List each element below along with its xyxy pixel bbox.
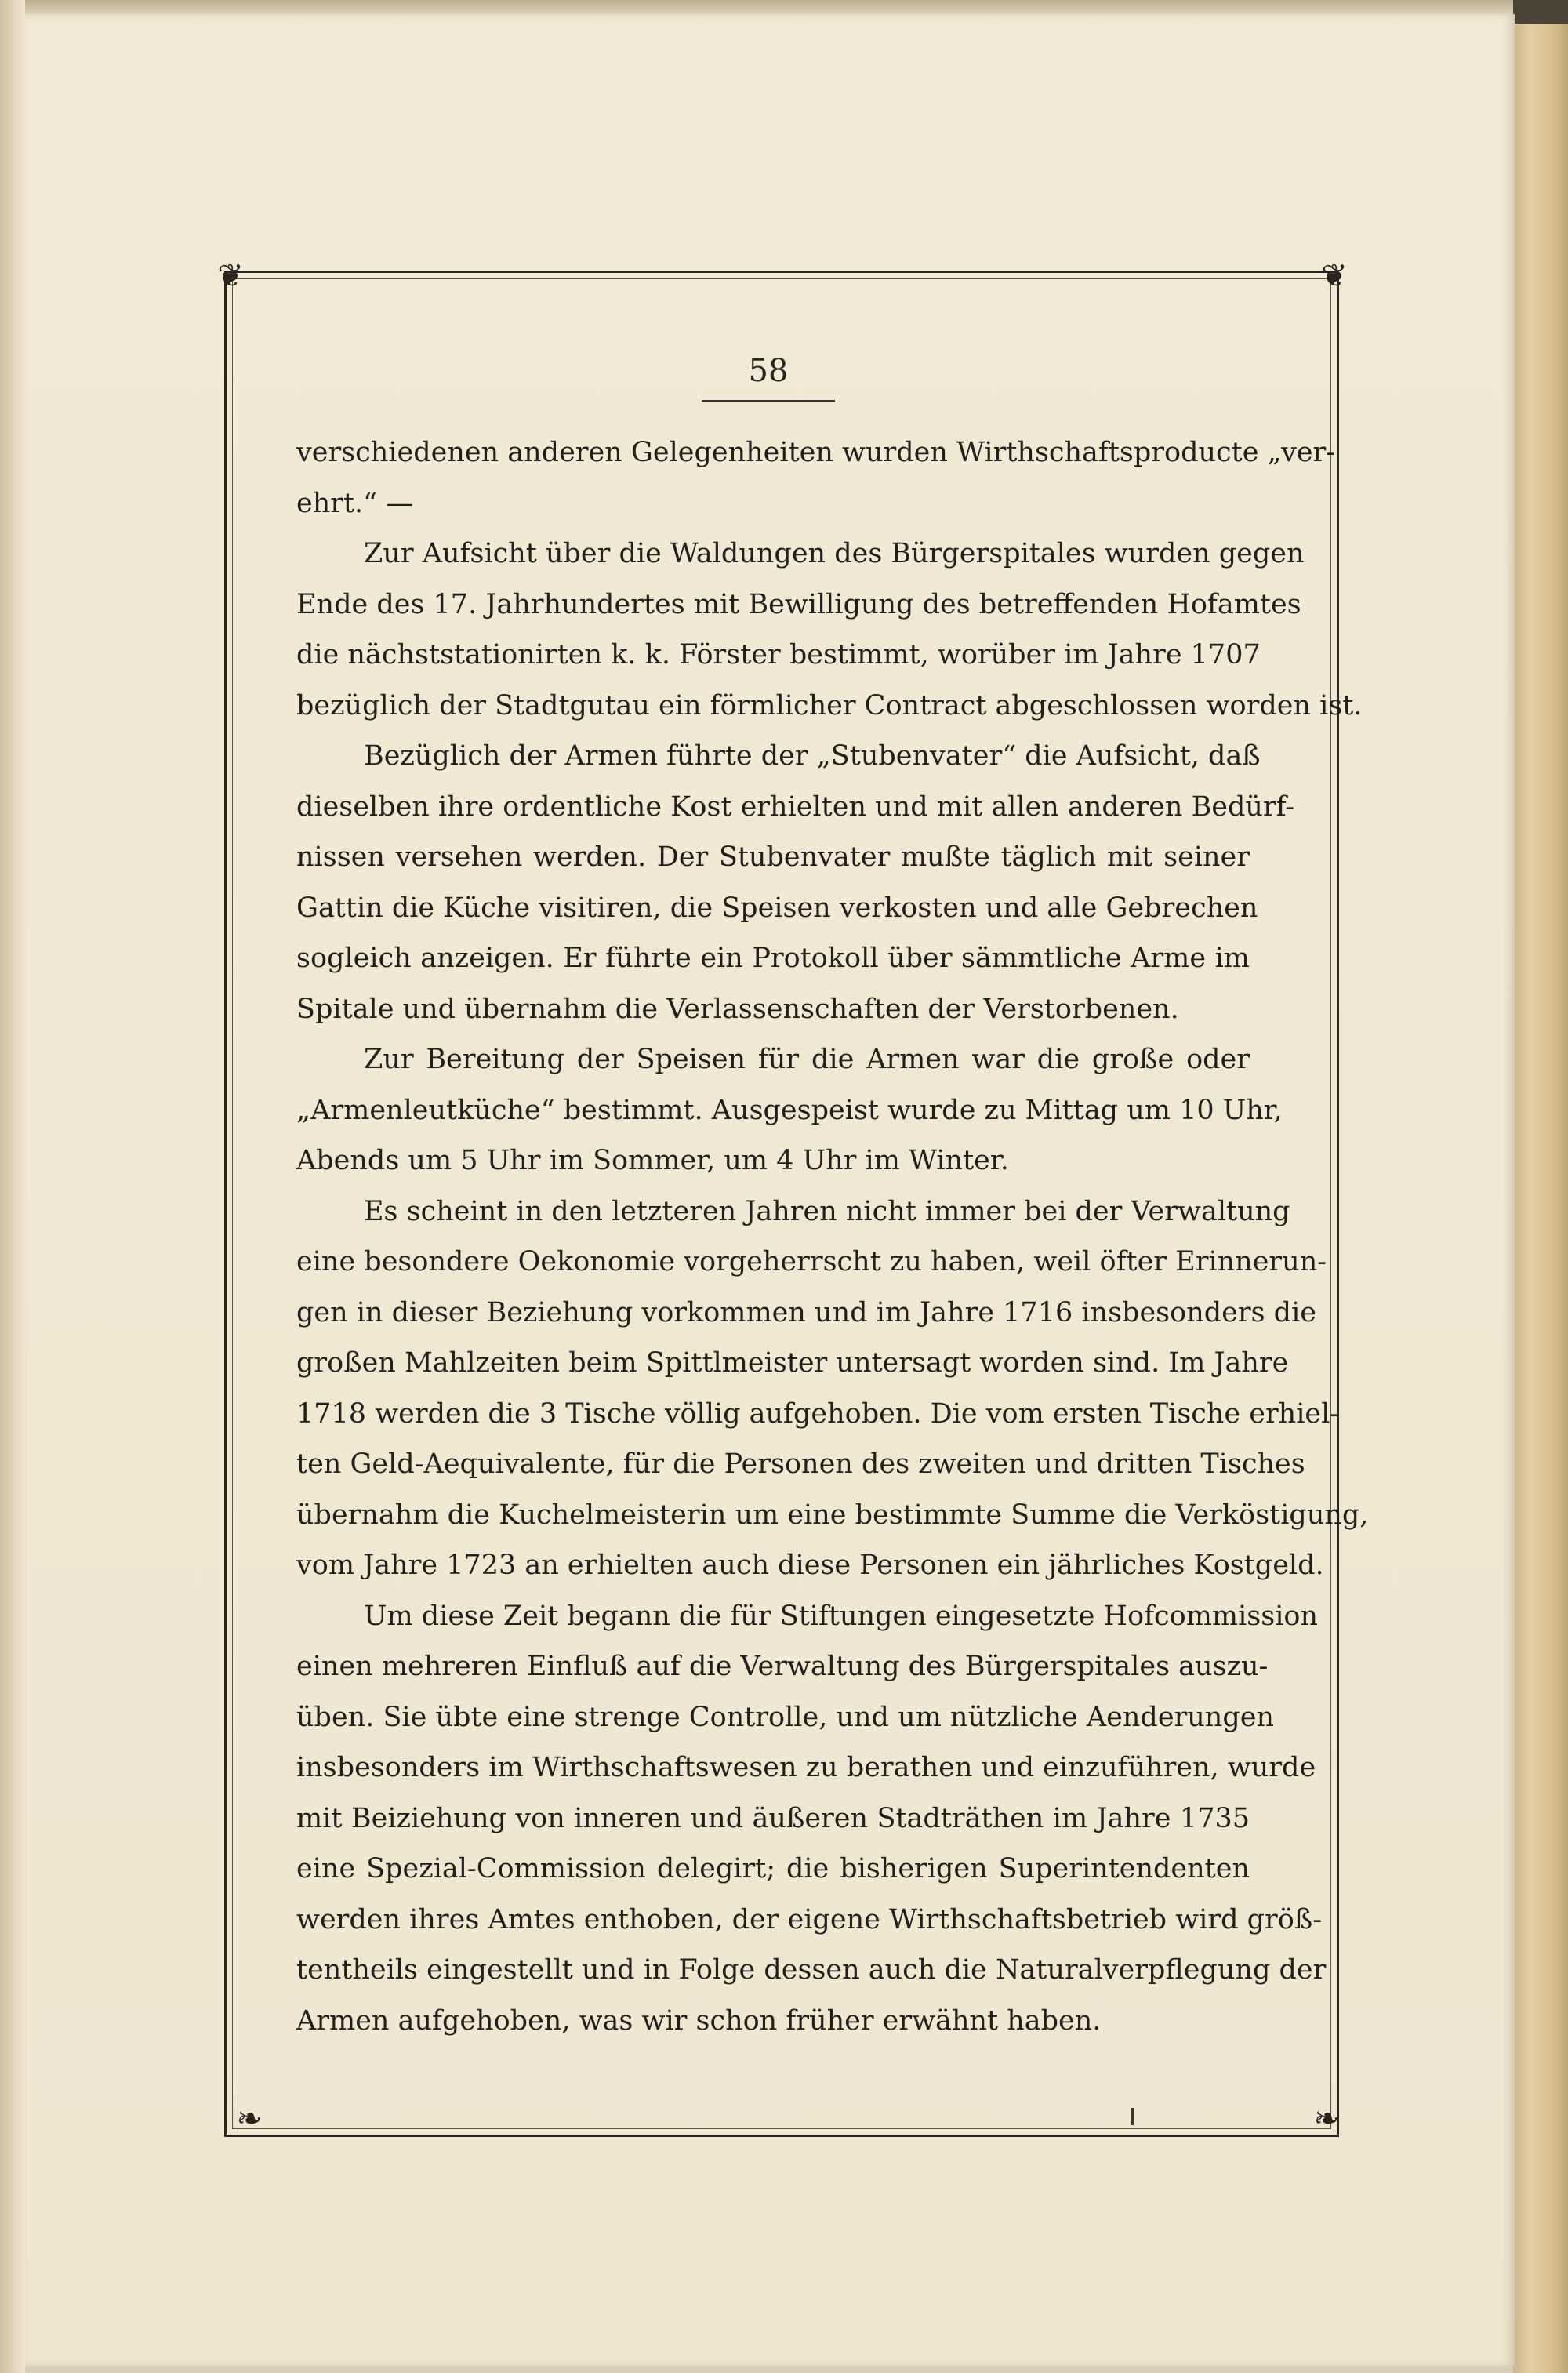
- book-cover-corner: [1513, 0, 1568, 24]
- text-line: üben. Sie übte eine strenge Controlle, und um nützliche Aenderungen: [296, 1701, 1275, 1733]
- page-number-rule: [702, 400, 835, 402]
- text-line: Gattin die Küche visitiren, die Speisen verkosten und alle Gebrechen: [296, 892, 1258, 924]
- corner-ornament-icon: ❦: [1321, 258, 1348, 294]
- text-line: einen mehreren Einfluß auf die Verwaltung des Bürgerspitales auszu-: [296, 1651, 1269, 1682]
- text-line: sogleich anzeigen. Er führte ein Protokoll über sämmtliche Arme im: [296, 943, 1250, 974]
- text-line: Abends um 5 Uhr im Sommer, um 4 Uhr im Winter.: [296, 1145, 1009, 1176]
- page-left-edge: [0, 0, 25, 2373]
- book-cover-edge: [1513, 0, 1568, 2373]
- page-number: 58: [748, 353, 789, 389]
- text-line: mit Beiziehung von inneren und äußeren Stadträthen im Jahre 1735: [296, 1802, 1250, 1834]
- text-line: übernahm die Kuchelmeisterin um eine bestimmte Summe die Verköstigung,: [296, 1499, 1369, 1531]
- text-line: Ende des 17. Jahrhundertes mit Bewilligung des betreffenden Hofamtes: [296, 588, 1301, 620]
- text-line: Spitale und übernahm die Verlassenschaften der Verstorbenen.: [296, 993, 1179, 1025]
- text-line: dieselben ihre ordentliche Kost erhielten und mit allen anderen Bedürf-: [296, 790, 1295, 823]
- text-line: vom Jahre 1723 an erhielten auch diese Personen ein jährliches Kostgeld.: [296, 1550, 1324, 1581]
- text-line: tentheils eingestellt und in Folge dessen auch die Naturalverpflegung der: [296, 1954, 1327, 1986]
- corner-ornament-icon: ❧: [1313, 2101, 1340, 2137]
- body-text: [296, 427, 1369, 2046]
- text-line: Es scheint in den letzteren Jahren nicht immer bei der Verwaltung: [364, 1195, 1290, 1227]
- text-line: Bezüglich der Armen führte der „Stubenvater“ die Aufsicht, daß: [364, 740, 1261, 772]
- text-line: eine besondere Oekonomie vorgeherrscht zu haben, weil öfter Erinnerun-: [296, 1246, 1327, 1277]
- text-line: großen Mahlzeiten beim Spittlmeister untersagt worden sind. Im Jahre: [296, 1347, 1289, 1379]
- text-line: die nächststationirten k. k. Förster bestimmt, worüber im Jahre 1707: [296, 639, 1261, 670]
- text-line: „Armenleutküche“ bestimmt. Ausgespeist wurde zu Mittag um 10 Uhr,: [296, 1094, 1283, 1126]
- text-line: Um diese Zeit begann die für Stiftungen eingesetzte Hofcommission: [364, 1600, 1319, 1632]
- text-line: werden ihres Amtes enthoben, der eigene Wirthschaftsbetrieb wird größ-: [296, 1903, 1323, 1935]
- corner-ornament-icon: ❧: [236, 2101, 263, 2137]
- text-line: insbesonders im Wirthschaftswesen zu berathen und einzuführen, wurde: [296, 1752, 1316, 1783]
- corner-ornament-icon: ❦: [217, 258, 244, 294]
- text-line: bezüglich der Stadtgutau ein förmlicher Contract abgeschlossen worden ist.: [296, 689, 1363, 721]
- text-line: ten Geld-Aequivalente, für die Personen des zweiten und dritten Tisches: [296, 1448, 1305, 1480]
- text-line: 1718 werden die 3 Tische völlig aufgehoben. Die vom ersten Tische erhiel-: [296, 1397, 1340, 1430]
- text-line: verschiedenen anderen Gelegenheiten wurden Wirthschaftsproducte „ver-: [296, 437, 1336, 468]
- text-line: nissen versehen werden. Der Stubenvater mußte täglich mit seiner: [296, 841, 1250, 873]
- text-line: Zur Aufsicht über die Waldungen des Bürgerspitales wurden gegen: [364, 538, 1305, 569]
- text-line: Zur Bereitung der Speisen für die Armen war die große oder: [364, 1044, 1250, 1075]
- text-line: ehrt.“ —: [296, 487, 414, 519]
- text-line: Armen aufgehoben, was wir schon früher erwähnt haben.: [296, 2004, 1102, 2037]
- text-line: gen in dieser Beziehung vorkommen und im Jahre 1716 insbesonders die: [296, 1296, 1316, 1328]
- text-line: eine Spezial-Commission delegirt; die bisherigen Superintendenten: [296, 1853, 1250, 1884]
- print-mark: [1131, 2108, 1134, 2125]
